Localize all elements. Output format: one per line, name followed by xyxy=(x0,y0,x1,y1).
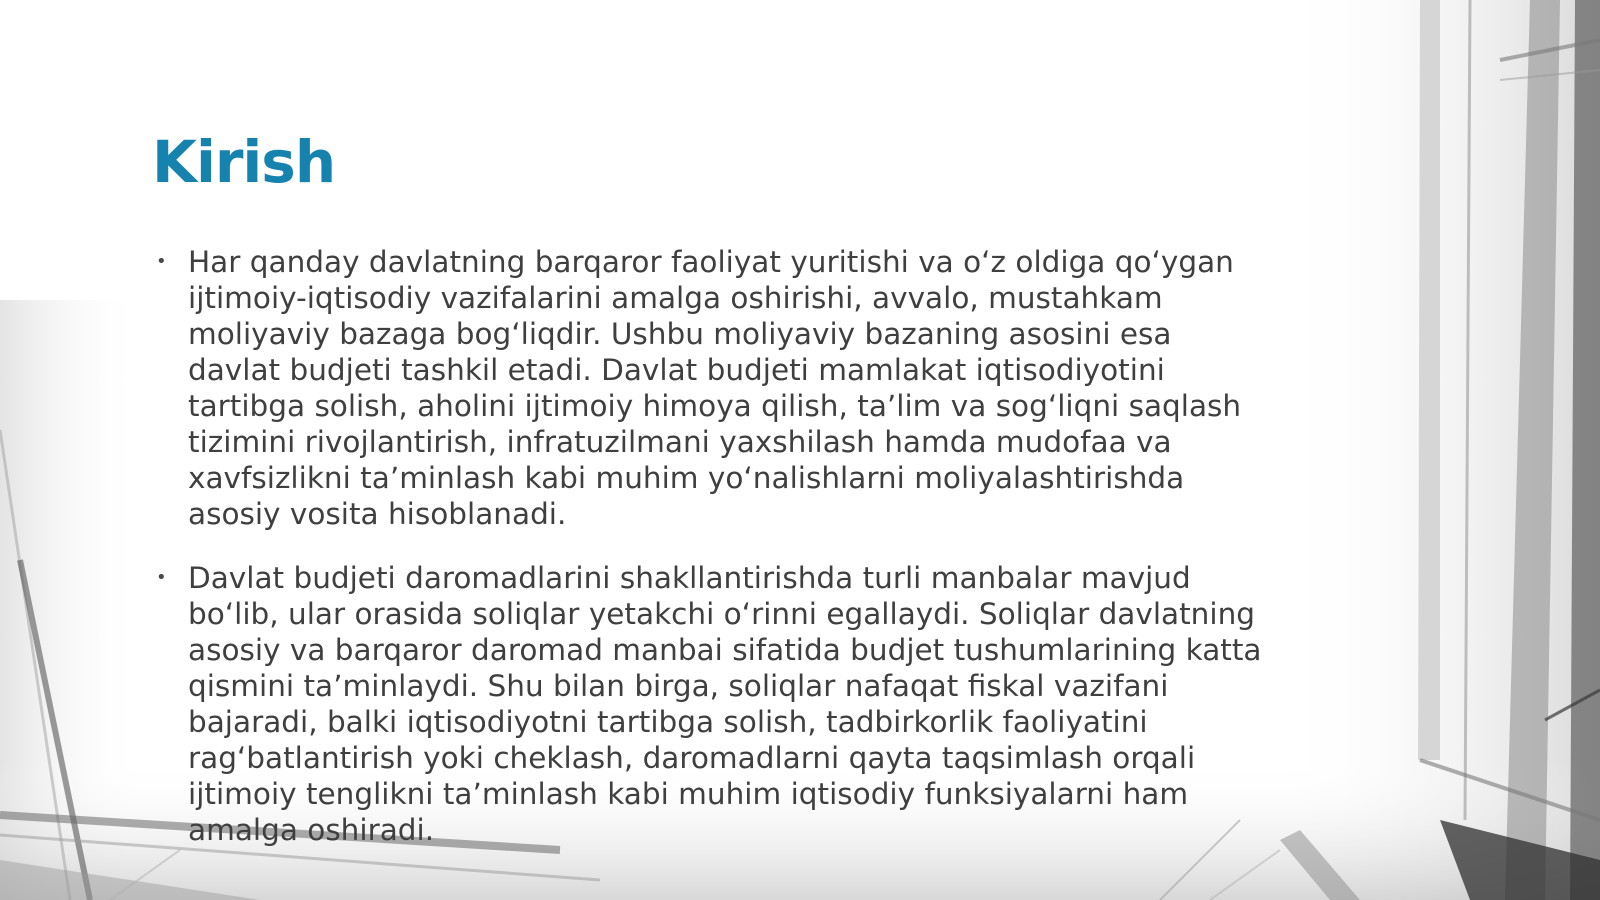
bullet-text: Har qanday davlatning barqaror faoliyat yuritishi va o‘z oldiga qo‘ygan ijtimoiy-iqtisodiy vazifalarini amalga oshirishi, avvalo, mustahkam moliyaviy bazaga bog‘liqdir. Ushbu moliyaviy bazaning asosini esa davlat budjeti tashkil etadi. Davlat budjeti mamlakat iqtisodiyotini tartibga solish, aholini ijtimoiy himoya qilish, ta’lim va sog‘liqni saqlash tizimini rivojlantirish, infratuzilmani yaxshilash hamda mudofaa va xavfsizlikni ta’minlash kabi muhim yo‘nalishlarni moliyalashtirishda asosiy vosita hisoblanadi. xyxy=(188,245,1242,531)
bullet-item xyxy=(156,244,1266,532)
bullet-item xyxy=(156,560,1266,848)
bullet-dot-icon: • xyxy=(156,567,167,588)
bullet-dot-icon: • xyxy=(156,251,167,272)
bullet-list xyxy=(156,244,1266,876)
bullet-text: Davlat budjeti daromadlarini shakllantirishda turli manbalar mavjud bo‘lib, ular orasida soliqlar yetakchi o‘rinni egallaydi. Soliqlar davlatning asosiy va barqaror daromad manbai sifatida budjet tushumlarining katta qismini ta’minlaydi. Shu bilan birga, soliqlar nafaqat fiskal vazifani bajaradi, balki iqtisodiyotni tartibga solish, tadbirkorlik faoliyatini rag‘batlantirish yoki cheklash, daromadlarni qayta taqsimlash orqali ijtimoiy tenglikni ta’minlash kabi muhim iqtisodiy funksiyalarni ham amalga oshiradi. xyxy=(188,561,1262,847)
slide-title: Kirish xyxy=(152,128,336,196)
